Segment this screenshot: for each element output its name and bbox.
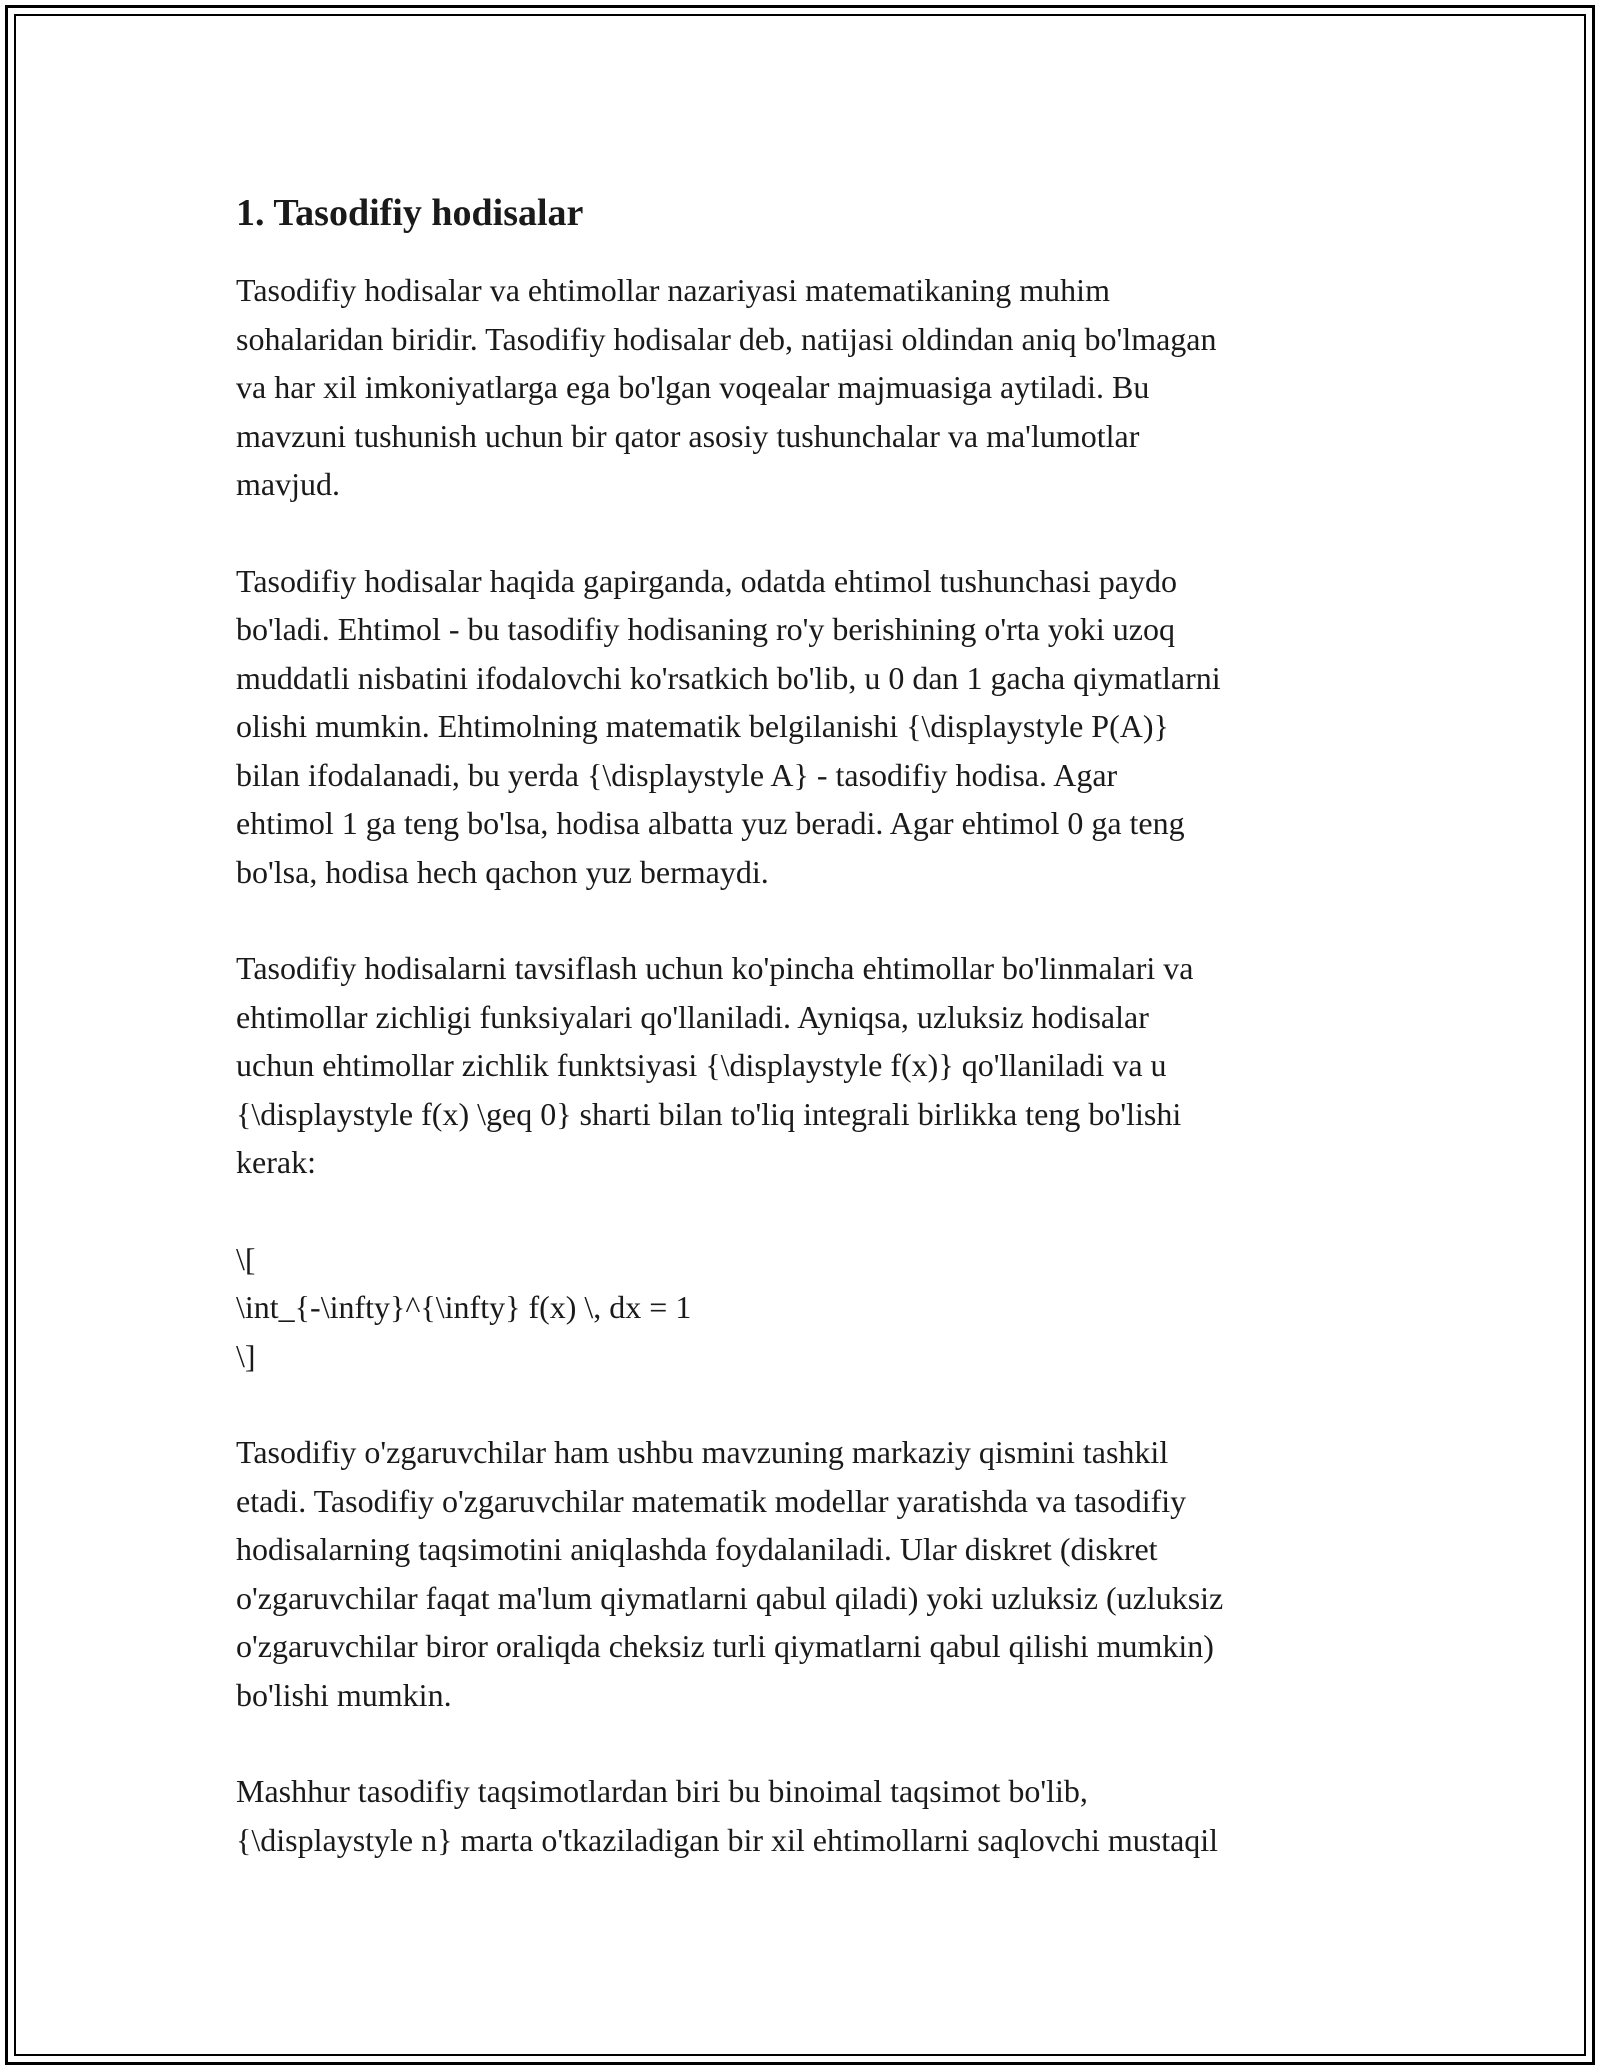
- paragraph-density: Tasodifiy hodisalarni tavsiflash uchun ko'pincha ehtimollar bo'linmalari va ehtimollar zichligi funksiyalari qo'llaniladi. Ayniqsa, uzluksiz hodisalar uchun ehtimollar zichlik funktsiyasi {\displaystyle f(x)} qo'llaniladi va u {\displaystyle f(x) \geq 0} sharti bilan to'liq integrali birlikka teng bo'lishi kerak:: [236, 950, 1194, 1180]
- paragraph-intro: Tasodifiy hodisalar va ehtimollar nazariyasi matematikaning muhim sohalaridan biridir. Tasodifiy hodisalar deb, natijasi oldindan aniq bo'lmagan va har xil imkoniyatlarga ega bo'lgan voqealar majmuasiga aytiladi. Bu mavzuni tushunish uchun bir qator asosiy tushunchalar va ma'lumotlar mavjud.: [236, 272, 1217, 502]
- document-body: [236, 186, 1376, 1912]
- formula-line-close: \]: [236, 1337, 256, 1374]
- integral-formula: [236, 1235, 1376, 1381]
- paragraph-binomial: Mashhur tasodifiy taqsimotlardan biri bu binoimal taqsimot bo'lib, {\displaystyle n} marta o'tkaziladigan bir xil ehtimollarni saqlovchi mustaqil: [236, 1773, 1219, 1858]
- paragraph-random-variables: Tasodifiy o'zgaruvchilar ham ushbu mavzuning markaziy qismini tashkil etadi. Tasodifiy o'zgaruvchilar matematik modellar yaratishda va tasodifiy hodisalarning taqsimotini aniqlashda foydalaniladi. Ular diskret (diskret o'zgaruvchilar faqat ma'lum qiymatlarni qabul qiladi) yoki uzluksiz (uzluksiz o'zgaruvchilar biror oraliqda cheksiz turli qiymatlarni qabul qilishi mumkin) bo'lishi mumkin.: [236, 1434, 1224, 1713]
- paragraph-probability: Tasodifiy hodisalar haqida gapirganda, odatda ehtimol tushunchasi paydo bo'ladi. Ehtimol - bu tasodifiy hodisaning ro'y berishining o'rta yoki uzoq muddatli nisbatini ifodalovchi ko'rsatkich bo'lib, u 0 dan 1 gacha qiymatlarni olishi mumkin. Ehtimolning matematik belgilanishi {\displaystyle P(A)} bilan ifodalanadi, bu yerda {\displaystyle A} - tasodifiy hodisa. Agar ehtimol 1 ga teng bo'lsa, hodisa albatta yuz beradi. Agar ehtimol 0 ga teng bo'lsa, hodisa hech qachon yuz bermaydi.: [236, 562, 1221, 890]
- section-heading: 1. Tasodifiy hodisalar: [236, 192, 584, 234]
- formula-line-open: \[: [236, 1240, 256, 1277]
- formula-line-integral: \int_{-\infty}^{\infty} f(x) \, dx = 1: [236, 1289, 692, 1325]
